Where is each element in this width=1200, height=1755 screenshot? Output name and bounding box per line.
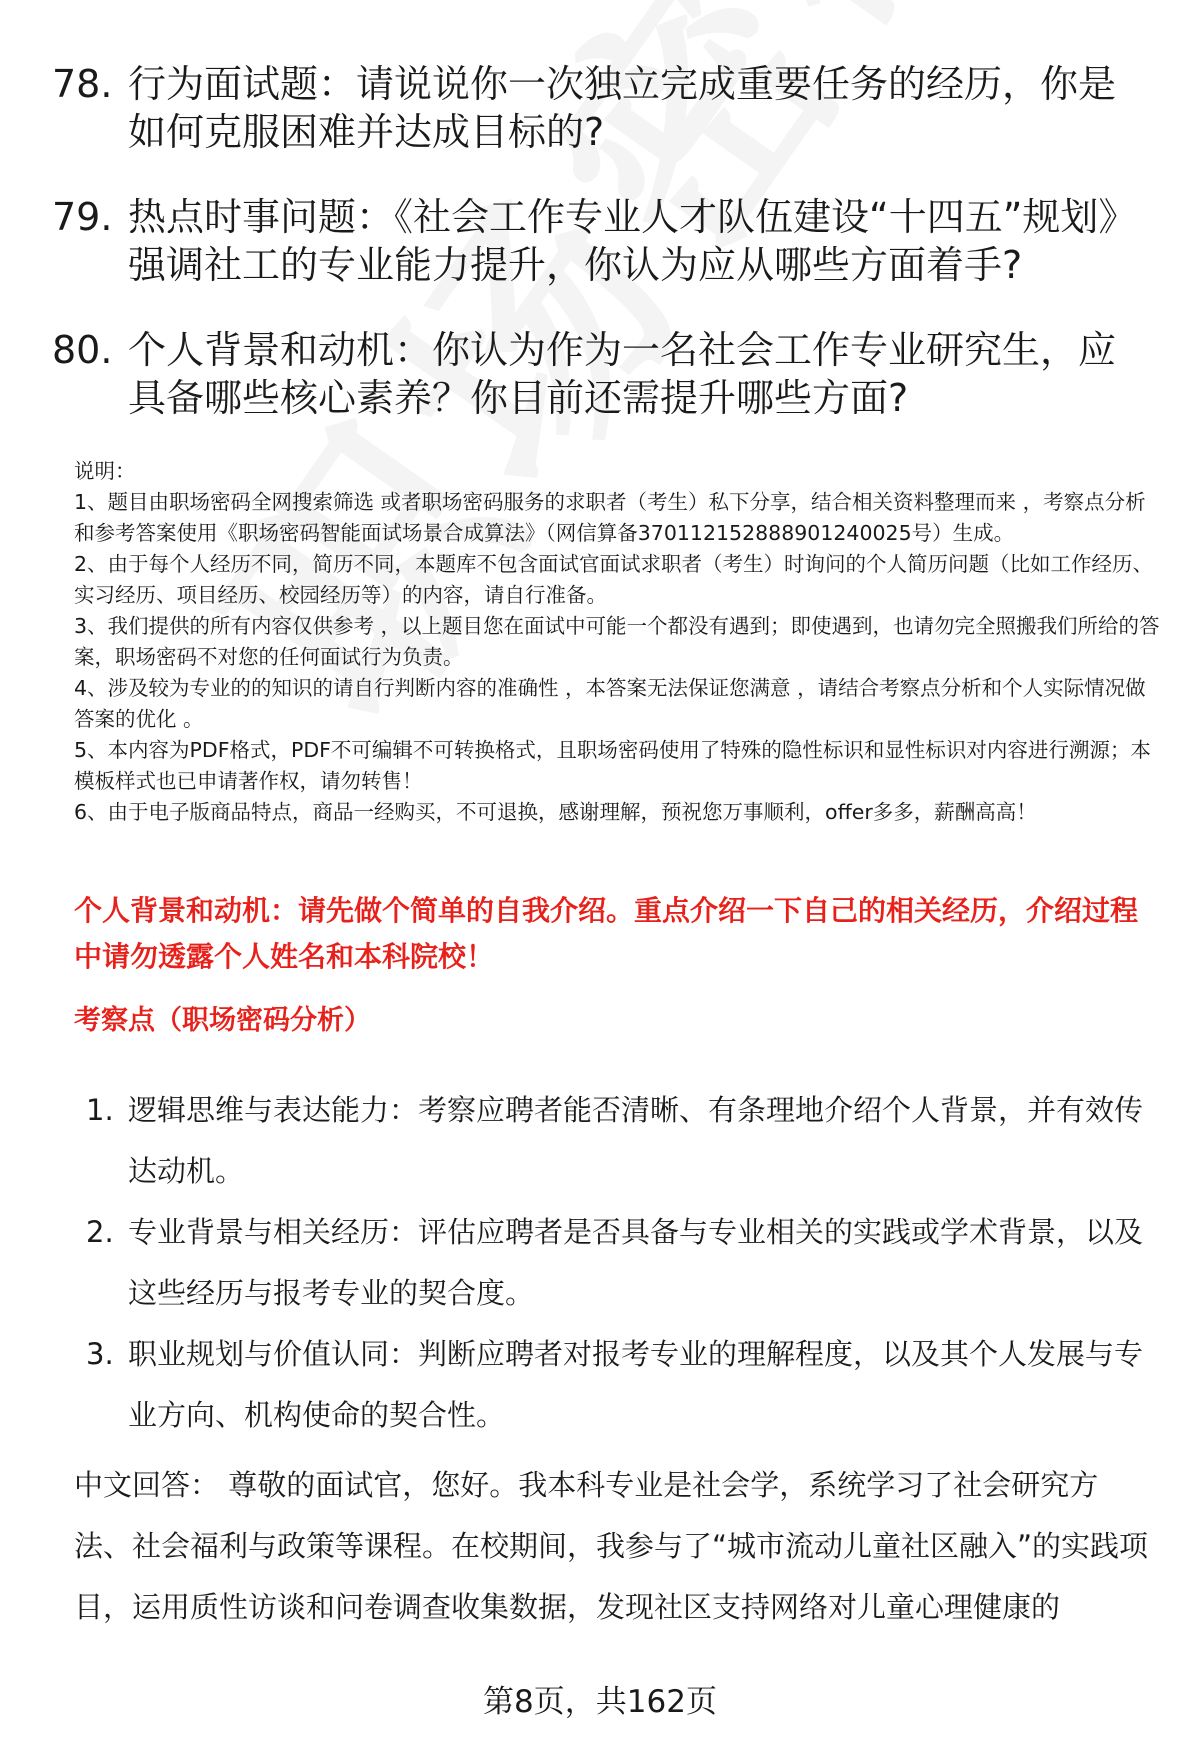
question-number: 78. [52,62,113,106]
note-item: 4、涉及较为专业的的知识的请自行判断内容的准确性 ，本答案无法保证您满意 ，请结合考察点分析和个人实际情况做答案的优化 。 [74,676,1146,731]
highlight-question: 个人背景和动机：请先做个简单的自我介绍。重点介绍一下自己的相关经历，介绍过程中请勿透露个人姓名和本科院校！ [74,894,1139,973]
point-text: 逻辑思维与表达能力：考察应聘者能否清晰、有条理地介绍个人背景，并有效传达动机。 [128,1093,1144,1188]
notes-section [74,456,1164,828]
point-text: 职业规划与价值认同：判断应聘者对报考专业的理解程度，以及其个人发展与专业方向、机构使命的契合性。 [128,1337,1144,1432]
page-footer: 第8页，共162页 [483,1684,717,1720]
question-list [52,60,1152,459]
question-item [52,326,1152,422]
answer-text: 中文回答： 尊敬的面试官，您好。我本科专业是社会学，系统学习了社会研究方法、社会福利与政策等课程。在校期间，我参与了“城市流动儿童社区融入”的实践项目，运用质性访谈和问卷调查收集数据，发现社区支持网络对儿童心理健康的 [74,1468,1149,1624]
question-item [52,193,1152,289]
note-item: 6、由于电子版商品特点，商品一经购买，不可退换，感谢理解，预祝您万事顺利，offer多多，薪酬高高！ [74,800,1037,824]
point-number: 1. [86,1093,114,1127]
analysis-points [74,1080,1154,1446]
analysis-point [74,1202,1154,1324]
point-number: 3. [86,1337,114,1371]
question-text: 热点时事问题：《社会工作专业人才队伍建设“十四五”规划》强调社工的专业能力提升，你认为应从哪些方面着手? [128,195,1137,287]
notes-title: 说明： [74,459,136,483]
analysis-point [74,1080,1154,1202]
point-number: 2. [86,1215,114,1249]
analysis-point [74,1324,1154,1446]
note-item: 5、本内容为PDF格式，PDF不可编辑不可转换格式，且职场密码使用了特殊的隐性标识和显性标识对内容进行溯源；本模板样式也已申请著作权，请勿转售！ [74,738,1151,793]
question-number: 80. [52,328,113,372]
note-item: 3、我们提供的所有内容仅供参考 ，以上题目您在面试中可能一个都没有遇到；即使遇到，也请勿完全照搬我们所给的答案，职场密码不对您的任何面试行为负责。 [74,614,1160,669]
note-item: 1、题目由职场密码全网搜索筛选 或者职场密码服务的求职者（考生）私下分享，结合相关资料整理而来 ，考察点分析和参考答案使用《职场密码智能面试场景合成算法》（网信算备370112152888901240025号）生成。 [74,490,1146,545]
note-item: 2、由于每个人经历不同，简历不同，本题库不包含面试官面试求职者（考生）时询问的个人简历问题（比如工作经历、实习经历、项目经历、校园经历等）的内容，请自行准备。 [74,552,1154,607]
analysis-heading: 考察点（职场密码分析） [74,1005,371,1036]
question-item [52,60,1152,156]
question-number: 79. [52,195,113,239]
question-text: 行为面试题：请说说你一次独立完成重要任务的经历，你是如何克服困难并达成目标的? [128,62,1117,154]
point-text: 专业背景与相关经历：评估应聘者是否具备与专业相关的实践或学术背景，以及这些经历与报考专业的契合度。 [128,1215,1144,1310]
question-text: 个人背景和动机：你认为作为一名社会工作专业研究生，应具备哪些核心素养？你目前还需提升哪些方面? [128,328,1117,420]
